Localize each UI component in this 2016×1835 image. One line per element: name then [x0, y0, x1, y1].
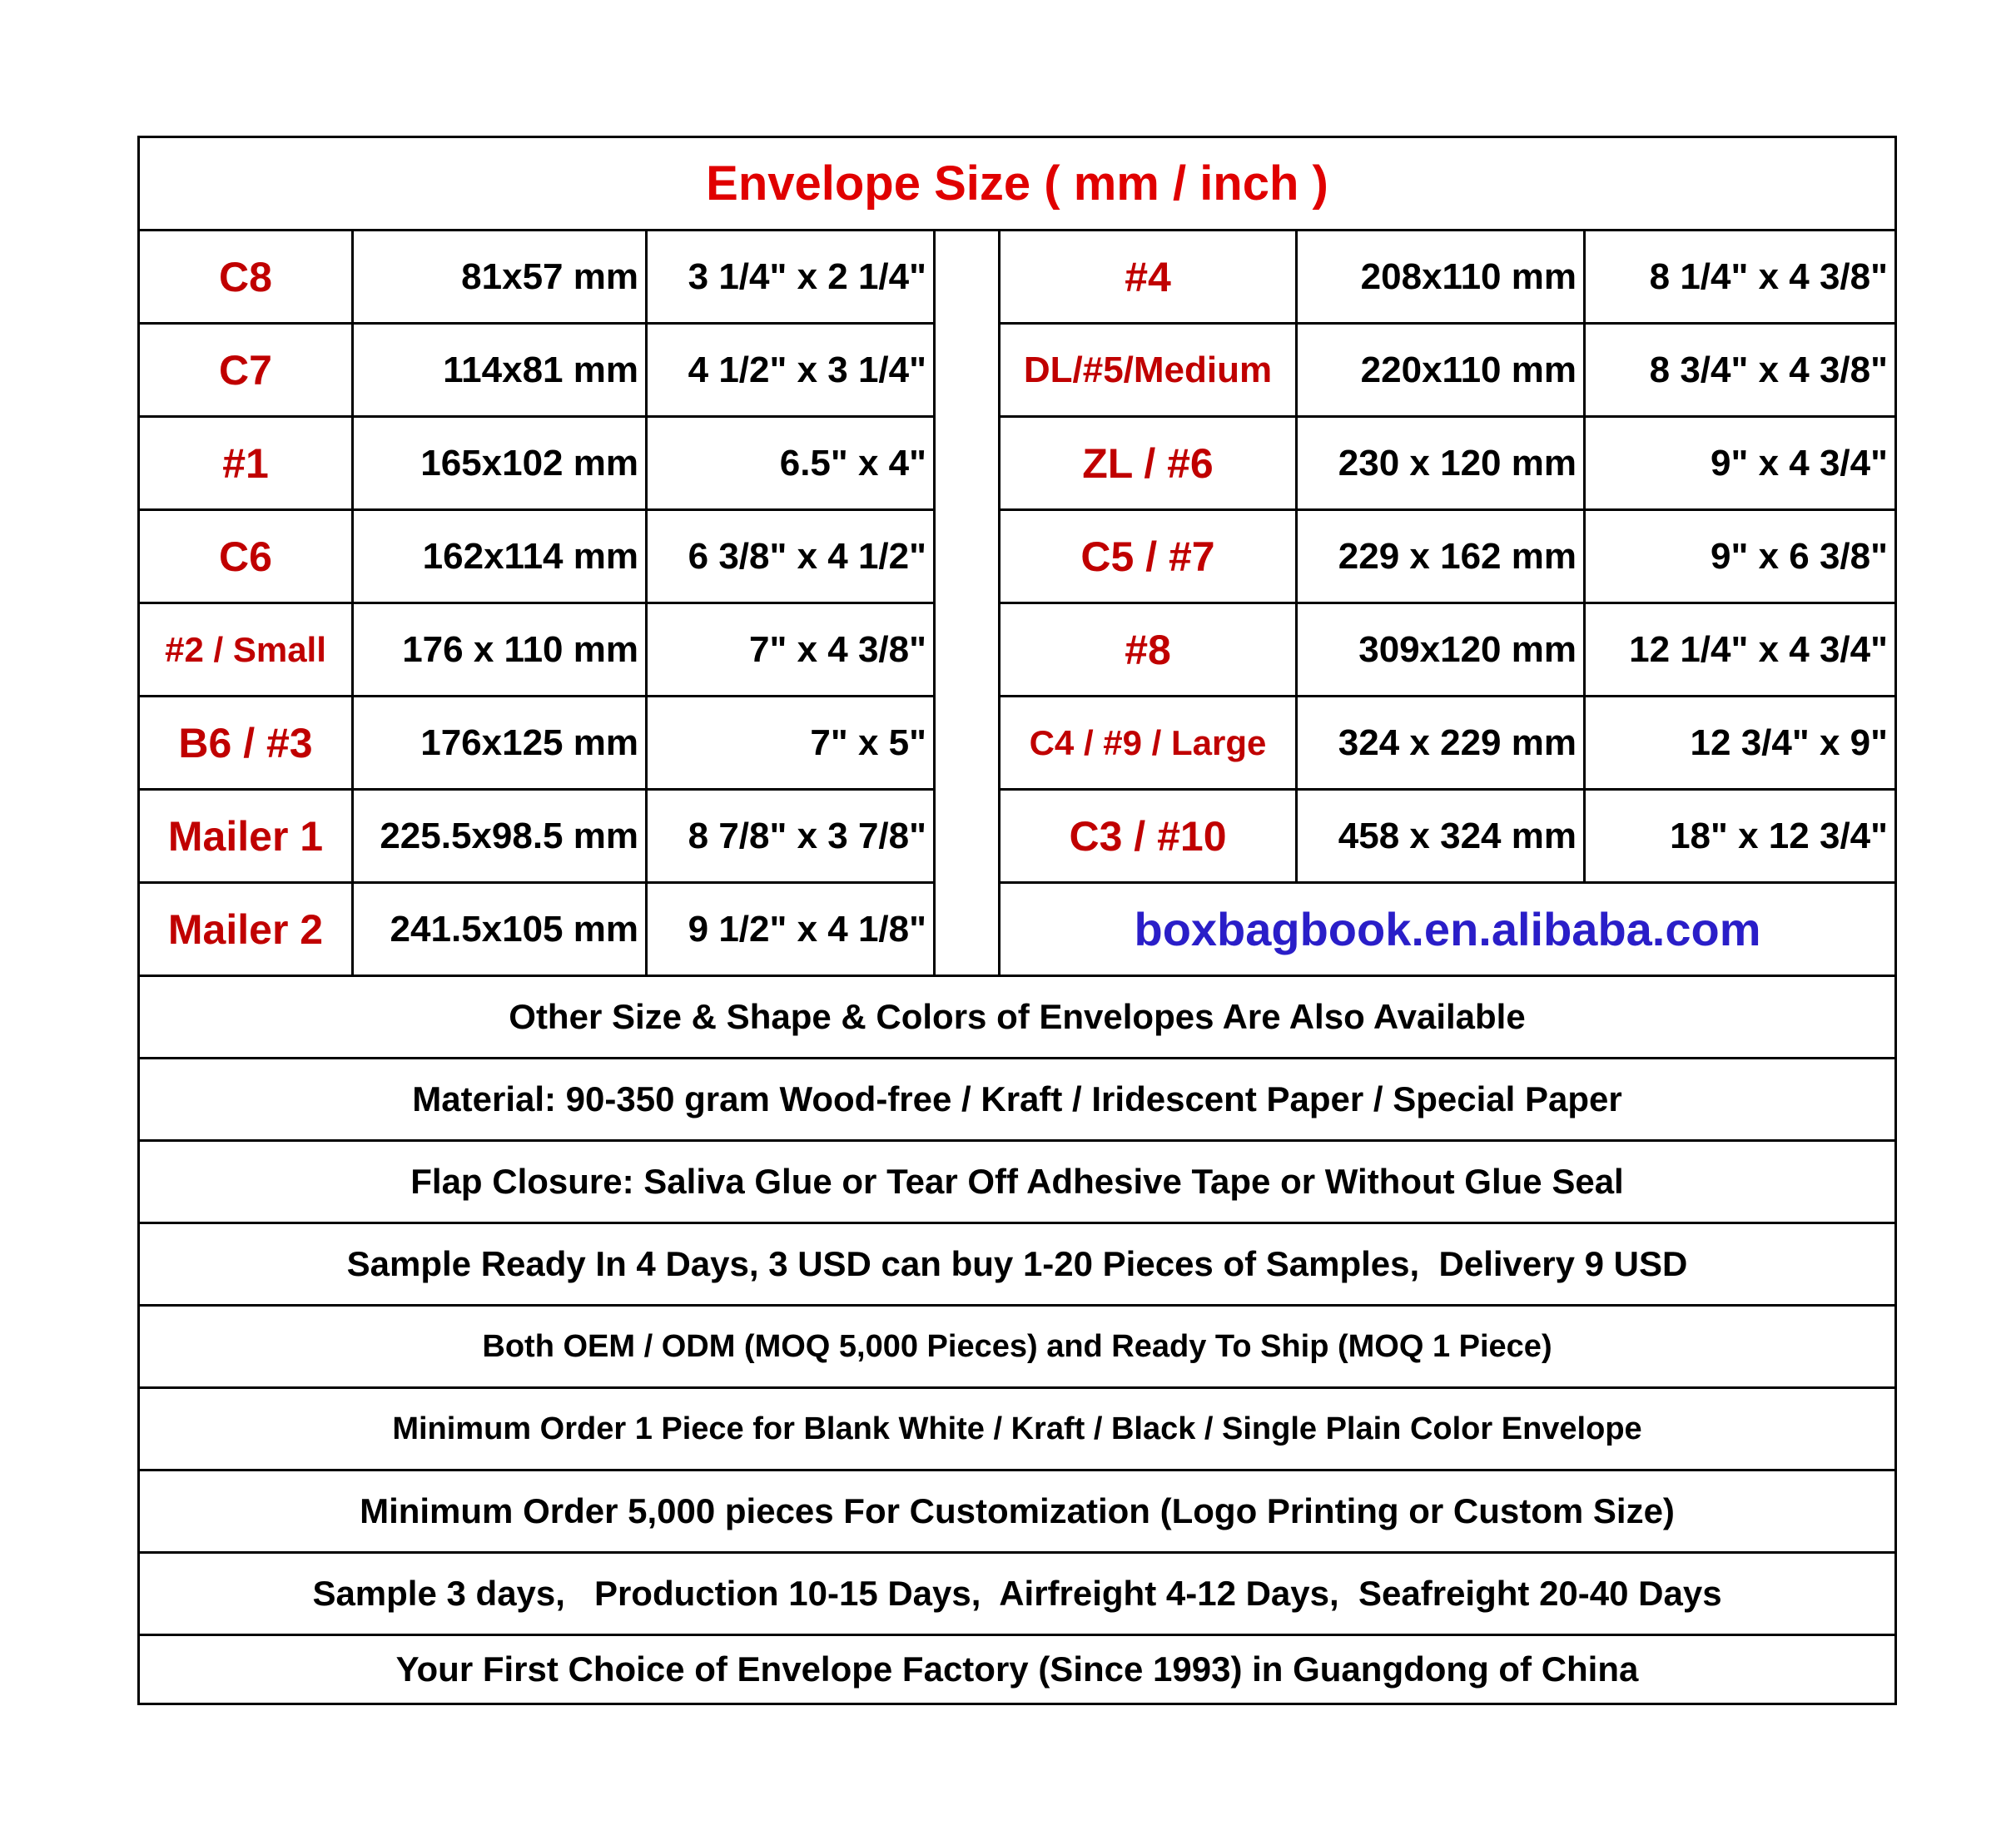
right-size-mm: 230 x 120 mm: [1298, 418, 1586, 511]
left-size-name: C8: [140, 231, 354, 325]
left-size-name: B6 / #3: [140, 697, 354, 791]
info-line: Flap Closure: Saliva Glue or Tear Off Adhesive Tape or Without Glue Seal: [140, 1142, 1894, 1224]
right-size-inch: 12 3/4" x 9": [1586, 697, 1894, 791]
info-line: Your First Choice of Envelope Factory (Since 1993) in Guangdong of China: [395, 1649, 1639, 1689]
left-size-mm: 225.5x98.5 mm: [354, 791, 648, 884]
left-size-mm: 162x114 mm: [354, 511, 648, 604]
right-size-name: DL/#5/Medium: [1001, 325, 1298, 418]
info-line: Sample 3 days, Production 10-15 Days, Airfreight 4-12 Days, Seafreight 20-40 Days: [140, 1554, 1894, 1636]
left-size-inch: 6.5" x 4": [648, 418, 936, 511]
left-size-name: C7: [140, 325, 354, 418]
left-size-inch: 9 1/2" x 4 1/8": [648, 884, 936, 977]
right-size-mm: 324 x 229 mm: [1298, 697, 1586, 791]
column-divider: [936, 231, 1001, 977]
left-size-inch: 8 7/8" x 3 7/8": [648, 791, 936, 884]
left-size-name: C6: [140, 511, 354, 604]
left-size-mm: 176 x 110 mm: [354, 604, 648, 697]
right-size-name: #4: [1001, 231, 1298, 325]
info-line: Sample Ready In 4 Days, 3 USD can buy 1-20 Pieces of Samples, Delivery 9 USD: [140, 1224, 1894, 1307]
left-size-name: #2 / Small: [140, 604, 354, 697]
info-line: Material: 90-350 gram Wood-free / Kraft / Iridescent Paper / Special Paper: [140, 1059, 1894, 1142]
left-size-mm: 114x81 mm: [354, 325, 648, 418]
left-size-name: #1: [140, 418, 354, 511]
left-size-name: Mailer 2: [140, 884, 354, 977]
right-size-inch: 8 1/4" x 4 3/8": [1586, 231, 1894, 325]
right-size-inch: 8 3/4" x 4 3/8": [1586, 325, 1894, 418]
left-size-mm: 165x102 mm: [354, 418, 648, 511]
right-size-inch: 9" x 6 3/8": [1586, 511, 1894, 604]
website-link[interactable]: boxbagbook.en.alibaba.com: [1001, 884, 1894, 977]
left-size-inch: 3 1/4" x 2 1/4": [648, 231, 936, 325]
right-size-name: C4 / #9 / Large: [1001, 697, 1298, 791]
left-size-inch: 7" x 4 3/8": [648, 604, 936, 697]
left-size-mm: 81x57 mm: [354, 231, 648, 325]
info-line: Minimum Order 1 Piece for Blank White / Kraft / Black / Single Plain Color Envelope: [140, 1389, 1894, 1471]
envelope-size-table: [137, 136, 1897, 1705]
left-size-inch: 6 3/8" x 4 1/2": [648, 511, 936, 604]
right-size-inch: 12 1/4" x 4 3/4": [1586, 604, 1894, 697]
right-size-mm: 229 x 162 mm: [1298, 511, 1586, 604]
right-size-name: #8: [1001, 604, 1298, 697]
right-size-mm: 220x110 mm: [1298, 325, 1586, 418]
right-size-inch: 9" x 4 3/4": [1586, 418, 1894, 511]
left-size-name: Mailer 1: [140, 791, 354, 884]
left-size-mm: 176x125 mm: [354, 697, 648, 791]
info-line: Minimum Order 5,000 pieces For Customization (Logo Printing or Custom Size): [140, 1471, 1894, 1554]
right-size-name: C5 / #7: [1001, 511, 1298, 604]
left-size-mm: 241.5x105 mm: [354, 884, 648, 977]
info-line: Other Size & Shape & Colors of Envelopes Are Also Available: [140, 977, 1894, 1059]
left-size-inch: 4 1/2" x 3 1/4": [648, 325, 936, 418]
right-size-name: C3 / #10: [1001, 791, 1298, 884]
table-title: Envelope Size ( mm / inch ): [140, 138, 1894, 231]
right-size-mm: 458 x 324 mm: [1298, 791, 1586, 884]
right-size-inch: 18" x 12 3/4": [1586, 791, 1894, 884]
left-size-inch: 7" x 5": [648, 697, 936, 791]
right-size-mm: 309x120 mm: [1298, 604, 1586, 697]
info-line: Both OEM / ODM (MOQ 5,000 Pieces) and Ready To Ship (MOQ 1 Piece): [140, 1307, 1894, 1389]
right-size-mm: 208x110 mm: [1298, 231, 1586, 325]
right-size-name: ZL / #6: [1001, 418, 1298, 511]
